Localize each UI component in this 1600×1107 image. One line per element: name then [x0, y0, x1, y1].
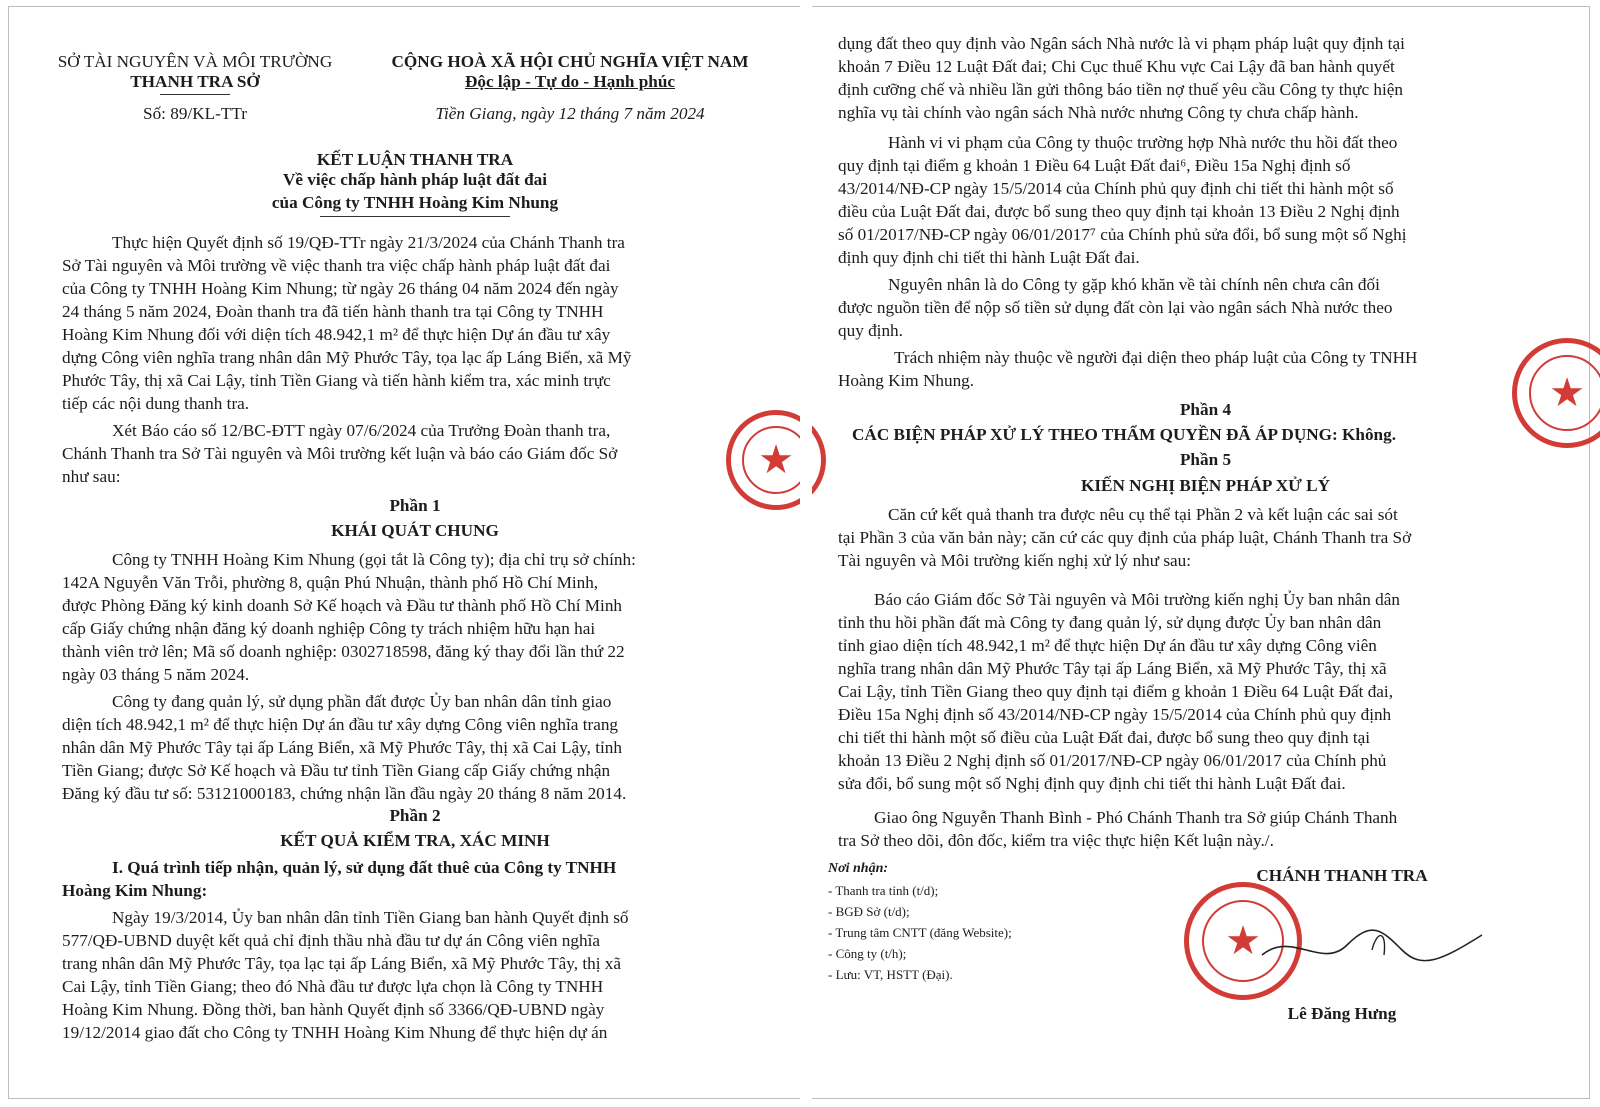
para-line: quy định.	[838, 321, 903, 340]
para-line: tỉnh thu hồi phần đất mà Công ty đang quản lý, sử dụng được Ủy ban nhân dân	[838, 613, 1382, 632]
para-line: Hành vi vi phạm của Công ty thuộc trường hợp Nhà nước thu hồi đất theo	[888, 133, 1398, 152]
para-line: khoản 13 Điều 2 Nghị định số 01/2017/NĐ-CP ngày 06/01/2017 của Chính phủ	[838, 751, 1387, 770]
para-line: Trách nhiệm này thuộc về người đại diện theo pháp luật của Công ty TNHH	[894, 348, 1418, 367]
para-line: Phước Tây, thị xã Cai Lậy, tỉnh Tiền Giang và tiến hành kiểm tra, xác minh trực	[62, 371, 611, 390]
para-line: Thực hiện Quyết định số 19/QĐ-TTr ngày 21/3/2024 của Chánh Thanh tra	[112, 233, 625, 252]
para-line: tại Phần 3 của văn bản này; căn cứ các quy định của pháp luật, Chánh Thanh tra Sở	[838, 528, 1412, 547]
part2-heading: Phần 2	[389, 806, 441, 825]
part4-title: CÁC BIỆN PHÁP XỬ LÝ THEO THẨM QUYỀN ĐÃ ÁP DỤNG: Không.	[852, 425, 1396, 444]
signature-icon	[1252, 900, 1492, 980]
recipients-title: Nơi nhận:	[828, 861, 889, 876]
para-line: Điều 15a Nghị định số 43/2014/NĐ-CP ngày 15/5/2014 của Chính phủ quy định	[838, 705, 1392, 724]
document-subtitle-company: của Công ty TNHH Hoàng Kim Nhung	[271, 193, 559, 212]
para-line: Hoàng Kim Nhung. Đồng thời, ban hành Quyết định số 3366/QĐ-UBND ngày	[62, 1000, 605, 1019]
right-page	[812, 0, 1600, 1107]
recipient-item: - Công ty (t/h);	[828, 946, 907, 961]
recipient-item: - BGĐ Sở (t/d);	[828, 904, 910, 919]
title-underline	[320, 216, 510, 217]
para-line: Báo cáo Giám đốc Sở Tài nguyên và Môi trường kiến nghị Ủy ban nhân dân	[874, 590, 1400, 609]
para-line: 24 tháng 5 năm 2024, Đoàn thanh tra đã tiến hành thanh tra tại Công ty TNHH	[62, 302, 604, 321]
para-line: Chánh Thanh tra Sở Tài nguyên và Môi trường kết luận và báo cáo Giám đốc Sở	[62, 444, 618, 463]
part4-heading: Phần 4	[1179, 400, 1232, 419]
para-line: Hoàng Kim Nhung đối với diện tích 48.942,1 m² để thực hiện Dự án đầu tư xây	[62, 325, 611, 344]
para-line: như sau:	[62, 467, 121, 486]
para-line: Cai Lậy, tỉnh Tiền Giang; theo đó Nhà đầu tư được lựa chọn là Công ty TNHH	[62, 977, 604, 996]
para-line: chi tiết thi hành một số điều của Luật Đất đai, được bổ sung theo quy định tại	[838, 728, 1371, 747]
para-line: Ngày 19/3/2014, Ủy ban nhân dân tỉnh Tiền Giang ban hành Quyết định số	[112, 908, 629, 927]
recipient-item: - Thanh tra tỉnh (t/d);	[828, 883, 939, 898]
para-line: 577/QĐ-UBND duyệt kết quả chỉ định thầu nhà đầu tư dự án Công viên nghĩa	[62, 931, 600, 950]
para-line: Căn cứ kết quả thanh tra được nêu cụ thể tại Phần 2 và kết luận các sai sót	[888, 505, 1398, 524]
para-line: nhân dân Mỹ Phước Tây tại ấp Láng Biển, xã Mỹ Phước Tây, thị xã Cai Lậy, tỉnh	[62, 738, 622, 757]
para-line: được nguồn tiền để nộp số tiền sử dụng đất còn lại vào ngân sách Nhà nước theo	[838, 298, 1393, 317]
document-subtitle: Về việc chấp hành pháp luật đất đai	[282, 170, 548, 189]
official-stamp-icon: ★	[726, 410, 826, 510]
para-line: thành viên trở lên; Mã số doanh nghiệp: 0302718598, đăng ký thay đổi lần thứ 22	[62, 642, 625, 661]
agency-underline	[160, 94, 230, 95]
place-date: Tiền Giang, ngày 12 tháng 7 năm 2024	[435, 104, 705, 123]
document-number: Số: 89/KL-TTr	[143, 104, 247, 123]
para-line: trang nhân dân Mỹ Phước Tây, tọa lạc tại ấp Láng Biển, xã Mỹ Phước Tây, thị xã	[62, 954, 621, 973]
para-line: tỉnh giao diện tích 48.942,1 m² để thực hiện Dự án đầu tư xây dựng Công viên	[838, 636, 1377, 655]
para-line: quy định tại điểm g khoản 1 Điều 64 Luật Đất đai⁶, Điều 15a Nghị định số	[838, 156, 1351, 175]
section-heading: Hoàng Kim Nhung:	[62, 881, 208, 900]
recipient-item: - Lưu: VT, HSTT (Đại).	[828, 967, 953, 982]
para-line: Xét Báo cáo số 12/BC-ĐTT ngày 07/6/2024 của Trưởng Đoàn thanh tra,	[112, 421, 611, 440]
nation-motto: Độc lập - Tự do - Hạnh phúc	[464, 72, 676, 91]
signer-title: CHÁNH THANH TRA	[1256, 866, 1428, 885]
para-line: tra Sở theo dõi, đôn đốc, kiểm tra việc thực hiện Kết luận này./.	[838, 831, 1274, 850]
part1-title: KHÁI QUÁT CHUNG	[331, 521, 499, 540]
part1-heading: Phần 1	[389, 496, 441, 515]
official-stamp-icon: ★	[1512, 338, 1600, 448]
signer-name: Lê Đăng Hưng	[1287, 1004, 1397, 1023]
para-line: nghĩa trang nhân dân Mỹ Phước Tây tại ấp Láng Biển, xã Mỹ Phước Tây, thị xã	[838, 659, 1387, 678]
para-line: Công ty đang quản lý, sử dụng phần đất được Ủy ban nhân dân tỉnh giao	[112, 692, 612, 711]
para-line: tiếp các nội dung thanh tra.	[62, 394, 250, 413]
section-heading: I. Quá trình tiếp nhận, quản lý, sử dụng đất thuê của Công ty TNHH	[112, 858, 617, 877]
para-line: Cai Lậy, tỉnh Tiền Giang theo quy định tại điểm g khoản 1 Điều 64 Luật Đất đai,	[838, 682, 1394, 701]
recipient-item: - Trung tâm CNTT (đăng Website);	[828, 925, 1012, 940]
para-line: dựng Công viên nghĩa trang nhân dân Mỹ Phước Tây, tọa lạc ấp Láng Biển, xã Mỹ	[62, 348, 632, 367]
para-line: Sở Tài nguyên và Môi trường về việc thanh tra việc chấp hành pháp luật đất đai	[62, 256, 611, 275]
nation-name: CỘNG HOÀ XÃ HỘI CHỦ NGHĨA VIỆT NAM	[391, 52, 749, 71]
agency-subname: THANH TRA SỞ	[130, 72, 260, 91]
para-line: định cưỡng chế và nhiều lần gửi thông báo tiền nợ thuế yêu cầu Công ty thực hiện	[838, 80, 1403, 99]
para-line: khoản 7 Điều 12 Luật Đất đai; Chi Cục thuế Khu vực Cai Lậy đã ban hành quyết	[838, 57, 1395, 76]
para-line: diện tích 48.942,1 m² để thực hiện Dự án đầu tư xây dựng Công viên nghĩa trang	[62, 715, 619, 734]
para-line: nghĩa vụ tài chính vào ngân sách Nhà nước nhưng Công ty chưa chấp hành.	[838, 103, 1359, 122]
para-line: của Công ty TNHH Hoàng Kim Nhung; từ ngày 26 tháng 04 năm 2024 đến ngày	[62, 279, 619, 298]
part2-title: KẾT QUẢ KIỂM TRA, XÁC MINH	[280, 831, 550, 850]
para-line: 142A Nguyễn Văn Trỗi, phường 8, quận Phú Nhuận, thành phố Hồ Chí Minh,	[62, 573, 599, 592]
para-line: Hoàng Kim Nhung.	[838, 371, 975, 390]
part5-heading: Phần 5	[1179, 450, 1232, 469]
para-line: Giao ông Nguyễn Thanh Bình - Phó Chánh Thanh tra Sở giúp Chánh Thanh	[874, 808, 1398, 827]
document-title: KẾT LUẬN THANH TRA	[316, 150, 514, 169]
para-line: dụng đất theo quy định vào Ngân sách Nhà nước là vi phạm pháp luật quy định tại	[838, 34, 1405, 53]
para-line: ngày 03 tháng 5 năm 2024.	[62, 665, 250, 684]
para-line: 43/2014/NĐ-CP ngày 15/5/2014 của Chính phủ quy định chi tiết thi hành một số	[838, 179, 1394, 198]
para-line: điều của Luật Đất đai, được bổ sung theo quy định tại khoản 13 Điều 2 Nghị định	[838, 202, 1400, 221]
agency-name: SỞ TÀI NGUYÊN VÀ MÔI TRƯỜNG	[57, 52, 333, 71]
para-line: được Phòng Đăng ký kinh doanh Sở Kế hoạch và Đầu tư thành phố Hồ Chí Minh	[62, 596, 623, 615]
para-line: 19/12/2014 giao đất cho Công ty TNHH Hoàng Kim Nhung để thực hiện dự án	[62, 1023, 608, 1042]
official-stamp-icon: ★	[1184, 882, 1302, 1000]
para-line: Tiền Giang; được Sở Kế hoạch và Đầu tư tỉnh Tiền Giang cấp Giấy chứng nhận	[62, 761, 611, 780]
page-gutter	[800, 0, 812, 1107]
para-line: Công ty TNHH Hoàng Kim Nhung (gọi tắt là Công ty); địa chỉ trụ sở chính:	[112, 550, 636, 569]
para-line: Tài nguyên và Môi trường kiến nghị xử lý như sau:	[838, 551, 1192, 570]
part5-title: KIẾN NGHỊ BIỆN PHÁP XỬ LÝ	[1080, 476, 1331, 495]
para-line: sửa đổi, bổ sung một số Nghị định quy định chi tiết thi hành Luật Đất đai.	[838, 774, 1346, 793]
para-line: Đăng ký đầu tư số: 53121000183, chứng nhận lần đầu ngày 20 tháng 8 năm 2014.	[62, 784, 627, 803]
para-line: số 01/2017/NĐ-CP ngày 06/01/2017⁷ của Chính phủ sửa đổi, bổ sung một số Nghị	[838, 225, 1407, 244]
para-line: Nguyên nhân là do Công ty gặp khó khăn về tài chính nên chưa cân đối	[888, 275, 1380, 294]
para-line: định quy định chi tiết thi hành Luật Đất đai.	[838, 248, 1140, 267]
para-line: cấp Giấy chứng nhận đăng ký doanh nghiệp Công ty trách nhiệm hữu hạn hai	[62, 619, 596, 638]
